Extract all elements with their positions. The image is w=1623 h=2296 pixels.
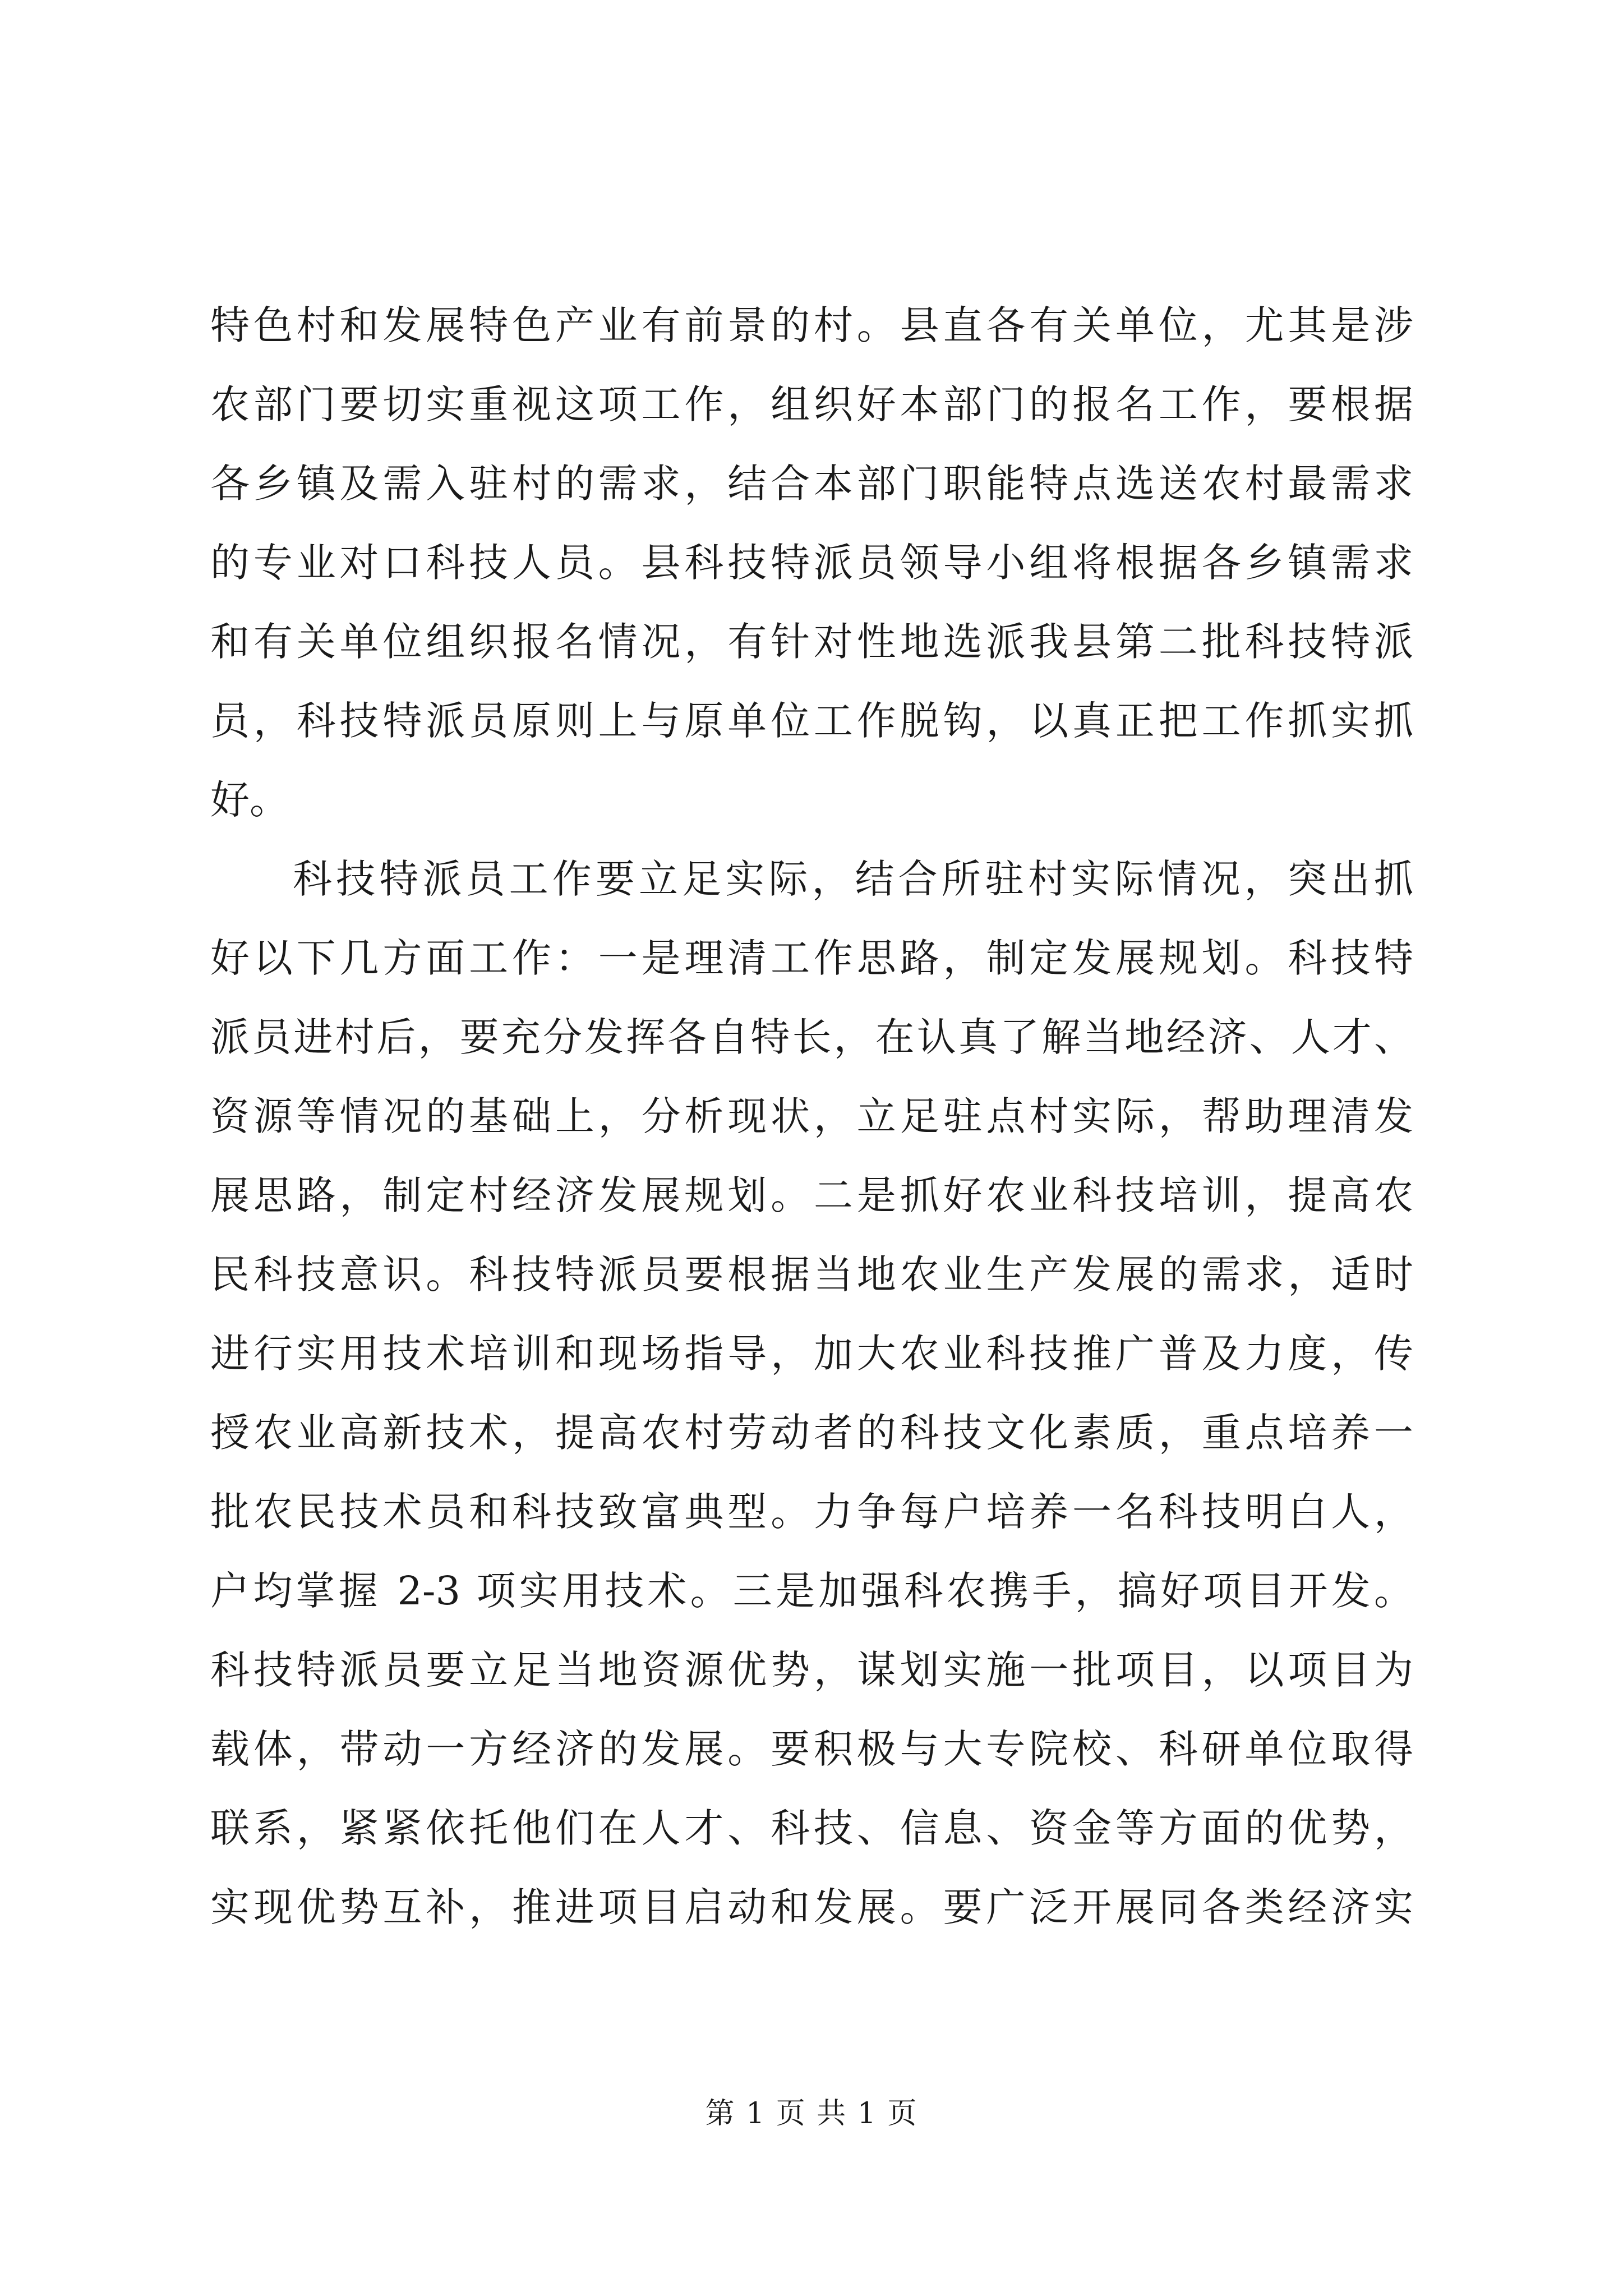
text-line: 和有关单位组织报名情况，有针对性地选派我县第二批科技特派 xyxy=(210,619,1413,665)
text-line: 特色村和发展特色产业有前景的村。县直各有关单位，尤其是涉 xyxy=(210,302,1413,348)
text-line: 实现优势互补，推进项目启动和发展。要广泛开展同各类经济实 xyxy=(210,1884,1413,1930)
text-line: 的专业对口科技人员。县科技特派员领导小组将根据各乡镇需求 xyxy=(210,540,1413,586)
text-line: 资源等情况的基础上，分析现状，立足驻点村实际，帮助理清发 xyxy=(210,1093,1413,1139)
text-line: 科技特派员要立足当地资源优势，谋划实施一批项目，以项目为 xyxy=(210,1647,1413,1693)
document-body xyxy=(210,286,1413,1947)
text-line: 授农业高新技术，提高农村劳动者的科技文化素质，重点培养一 xyxy=(210,1410,1413,1456)
text-line: 展思路，制定村经济发展规划。二是抓好农业科技培训，提高农 xyxy=(210,1172,1413,1218)
text-line: 各乡镇及需入驻村的需求，结合本部门职能特点选送农村最需求 xyxy=(210,461,1413,507)
text-line: 科技特派员工作要立足实际，结合所驻村实际情况，突出抓 xyxy=(293,856,1413,902)
text-line: 户均掌握 2-3 项实用技术。三是加强科农携手，搞好项目开发。 xyxy=(210,1568,1413,1614)
text-line: 好以下几方面工作：一是理清工作思路，制定发展规划。科技特 xyxy=(210,935,1413,981)
text-line: 批农民技术员和科技致富典型。力争每户培养一名科技明白人， xyxy=(210,1489,1413,1535)
text-line: 联系，紧紧依托他们在人才、科技、信息、资金等方面的优势， xyxy=(210,1805,1413,1851)
text-line: 好。 xyxy=(210,777,289,823)
page-footer: 第 1 页 共 1 页 xyxy=(705,2097,918,2131)
text-line: 民科技意识。科技特派员要根据当地农业生产发展的需求，适时 xyxy=(210,1251,1413,1297)
text-line: 派员进村后，要充分发挥各自特长，在认真了解当地经济、人才、 xyxy=(210,1014,1413,1060)
text-line: 员，科技特派员原则上与原单位工作脱钩，以真正把工作抓实抓 xyxy=(210,698,1413,744)
text-line: 进行实用技术培训和现场指导，加大农业科技推广普及力度，传 xyxy=(210,1331,1413,1377)
text-line: 农部门要切实重视这项工作，组织好本部门的报名工作，要根据 xyxy=(210,381,1413,427)
text-line: 载体，带动一方经济的发展。要积极与大专院校、科研单位取得 xyxy=(210,1726,1413,1772)
